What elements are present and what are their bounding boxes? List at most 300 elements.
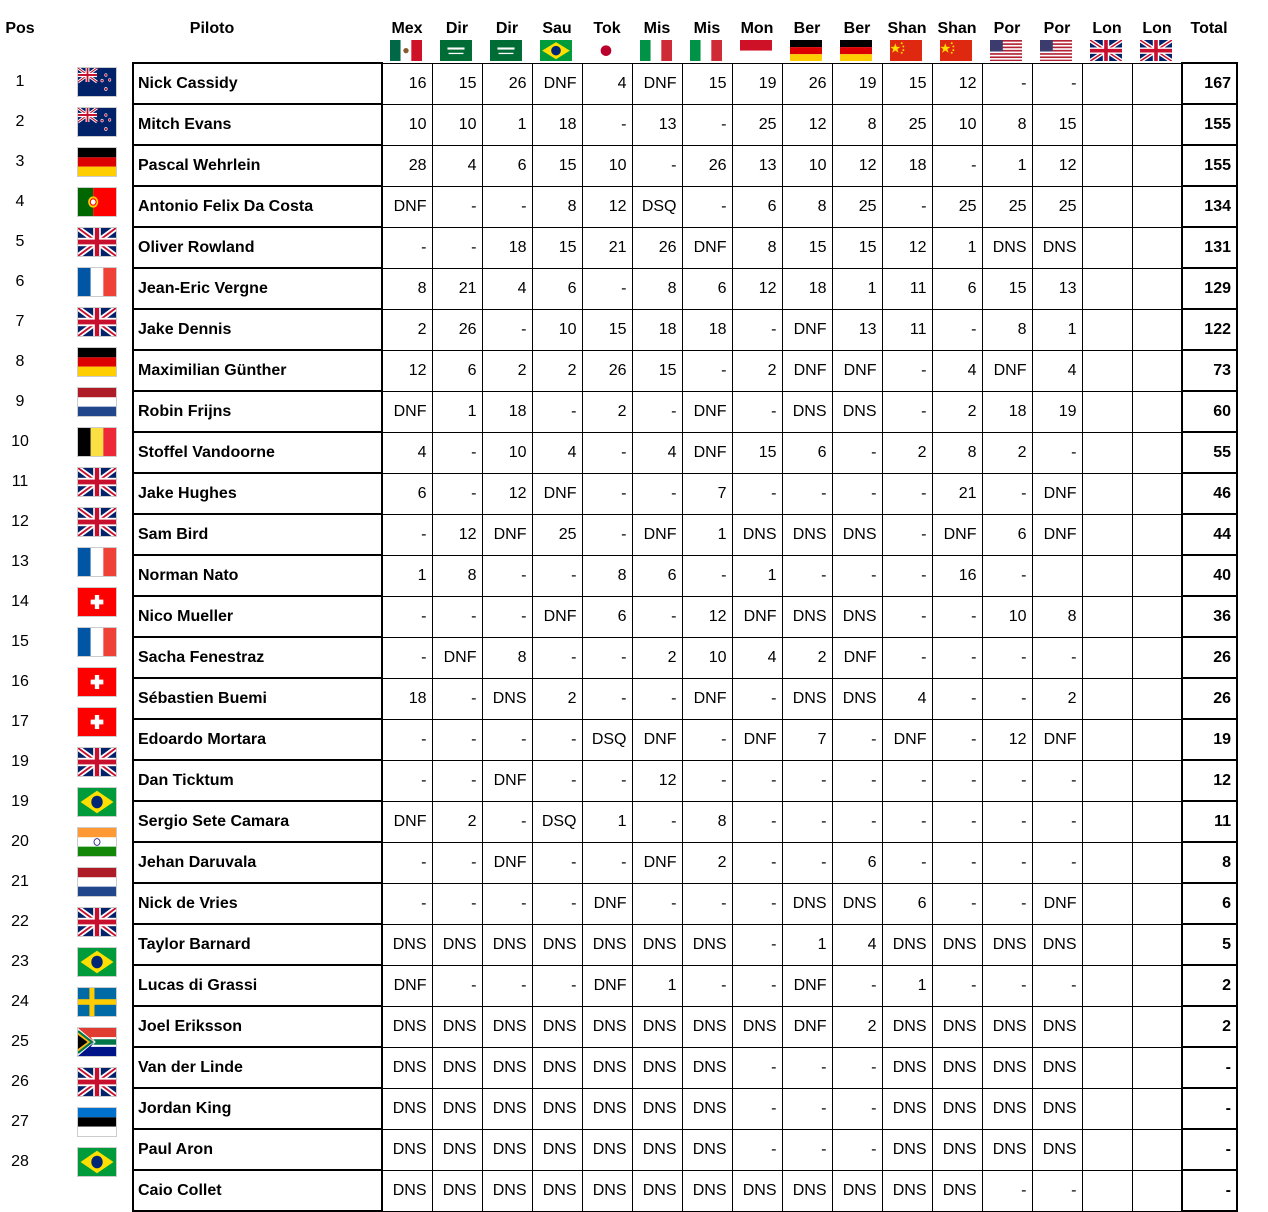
- total-points: 11: [1182, 801, 1237, 842]
- race-result-cell: DNS: [1032, 1088, 1082, 1129]
- race-result-cell: -: [782, 1047, 832, 1088]
- position-number: 23: [11, 953, 29, 970]
- race-result-cell: -: [682, 760, 732, 801]
- race-result-cell: 1: [732, 555, 782, 596]
- race-result-cell: DNS: [532, 1088, 582, 1129]
- race-result-cell: DNS: [782, 883, 832, 924]
- race-result-cell: [1082, 1129, 1132, 1170]
- race-result-cell: [1082, 555, 1132, 596]
- race-result-cell: [1082, 1088, 1132, 1129]
- total-points: 19: [1182, 719, 1237, 760]
- race-result-cell: 12: [432, 514, 482, 555]
- race-result-cell: 10: [982, 596, 1032, 637]
- driver-name: Joel Eriksson: [133, 1006, 382, 1047]
- table-row: [133, 596, 1237, 637]
- race-result-cell: DNF: [382, 801, 432, 842]
- race-result-cell: DNF: [582, 883, 632, 924]
- race-result-cell: -: [832, 1047, 882, 1088]
- race-result-cell: DNF: [482, 760, 532, 801]
- race-result-cell: DNS: [882, 1088, 932, 1129]
- table-row: [133, 924, 1237, 965]
- position-number: 26: [11, 1073, 29, 1090]
- race-result-cell: DNS: [532, 1006, 582, 1047]
- race-result-cell: DNS: [432, 1047, 482, 1088]
- race-result-cell: DNF: [732, 719, 782, 760]
- race-result-cell: [1132, 842, 1182, 883]
- race-result-cell: DNF: [1032, 883, 1082, 924]
- race-result-cell: DNS: [832, 678, 882, 719]
- race-result-cell: 1: [832, 268, 882, 309]
- race-result-cell: [1132, 432, 1182, 473]
- table-row: [133, 350, 1237, 391]
- race-result-cell: DNS: [482, 1129, 532, 1170]
- race-result-cell: [1132, 719, 1182, 760]
- race-result-cell: -: [432, 186, 482, 227]
- position-number: 17: [11, 713, 29, 730]
- race-result-cell: DNS: [832, 1170, 882, 1211]
- france-flag-icon: [77, 627, 117, 657]
- race-result-cell: -: [932, 637, 982, 678]
- position-number: 6: [15, 273, 25, 290]
- race-result-cell: DNF: [1032, 719, 1082, 760]
- race-result-cell: -: [532, 760, 582, 801]
- race-result-cell: 4: [382, 432, 432, 473]
- race-result-cell: [1082, 801, 1132, 842]
- race-result-cell: -: [732, 1129, 782, 1170]
- race-result-cell: DNF: [832, 350, 882, 391]
- race-result-cell: 2: [432, 801, 482, 842]
- race-result-cell: -: [682, 104, 732, 145]
- race-result-cell: DNF: [782, 309, 832, 350]
- race-result-cell: DSQ: [632, 186, 682, 227]
- race-result-cell: -: [632, 145, 682, 186]
- race-result-cell: DNS: [382, 1088, 432, 1129]
- race-result-cell: -: [432, 842, 482, 883]
- race-result-cell: 15: [782, 227, 832, 268]
- race-result-cell: DNS: [1032, 1006, 1082, 1047]
- race-result-cell: -: [732, 801, 782, 842]
- race-result-cell: -: [482, 965, 532, 1006]
- race-result-cell: 10: [682, 637, 732, 678]
- race-result-cell: -: [682, 883, 732, 924]
- race-result-cell: DNS: [1032, 1047, 1082, 1088]
- race-result-cell: 1: [582, 801, 632, 842]
- race-result-cell: 15: [882, 63, 932, 104]
- total-points: -: [1182, 1170, 1237, 1211]
- race-result-cell: DNS: [682, 1129, 732, 1170]
- race-result-cell: 26: [632, 227, 682, 268]
- race-result-cell: 13: [1032, 268, 1082, 309]
- total-points: 44: [1182, 514, 1237, 555]
- driver-name: Nick de Vries: [133, 883, 382, 924]
- race-result-cell: -: [382, 514, 432, 555]
- uk-flag-icon: [77, 907, 117, 937]
- table-row: [133, 678, 1237, 719]
- race-result-cell: -: [532, 842, 582, 883]
- total-points: 40: [1182, 555, 1237, 596]
- race-result-cell: -: [782, 842, 832, 883]
- race-result-cell: DNF: [482, 514, 532, 555]
- race-result-cell: -: [382, 596, 432, 637]
- race-result-cell: DNF: [682, 391, 732, 432]
- race-result-cell: DNS: [932, 1170, 982, 1211]
- race-result-cell: 26: [682, 145, 732, 186]
- netherlands-flag-icon: [77, 867, 117, 897]
- race-result-cell: -: [832, 965, 882, 1006]
- driver-name: Jean-Eric Vergne: [133, 268, 382, 309]
- position-number: 21: [11, 873, 29, 890]
- race-result-cell: -: [432, 883, 482, 924]
- table-row: [133, 432, 1237, 473]
- saudi-flag-icon: [490, 40, 522, 59]
- race-result-cell: -: [882, 350, 932, 391]
- race-result-cell: DNS: [682, 1006, 732, 1047]
- driver-name: Maximilian Günther: [133, 350, 382, 391]
- uk-flag-icon: [77, 307, 117, 337]
- race-result-cell: -: [582, 760, 632, 801]
- race-result-cell: -: [732, 1047, 782, 1088]
- race-result-cell: [1082, 1170, 1132, 1211]
- race-result-cell: -: [782, 1129, 832, 1170]
- estonia-flag-icon: [77, 1107, 117, 1137]
- race-result-cell: 6: [432, 350, 482, 391]
- race-result-cell: -: [982, 883, 1032, 924]
- race-result-cell: [1132, 268, 1182, 309]
- race-result-cell: -: [1032, 760, 1082, 801]
- total-points: 155: [1182, 145, 1237, 186]
- race-result-cell: DNS: [432, 1129, 482, 1170]
- race-result-cell: [1132, 883, 1182, 924]
- race-result-cell: DNS: [882, 1170, 932, 1211]
- race-result-cell: DNS: [682, 924, 732, 965]
- race-result-cell: 6: [732, 186, 782, 227]
- race-result-cell: 8: [632, 268, 682, 309]
- race-result-cell: 21: [932, 473, 982, 514]
- race-result-cell: -: [532, 555, 582, 596]
- race-result-cell: [1082, 186, 1132, 227]
- race-result-cell: 8: [682, 801, 732, 842]
- race-result-cell: [1082, 883, 1132, 924]
- race-result-cell: -: [832, 432, 882, 473]
- driver-name: Sacha Fenestraz: [133, 637, 382, 678]
- header-round-13: Por: [993, 20, 1021, 37]
- race-result-cell: -: [882, 842, 932, 883]
- table-row: [133, 637, 1237, 678]
- position-number: 11: [11, 473, 29, 490]
- race-result-cell: -: [582, 842, 632, 883]
- total-points: 6: [1182, 883, 1237, 924]
- uk-flag-icon: [77, 467, 117, 497]
- race-result-cell: 2: [382, 309, 432, 350]
- race-result-cell: DNF: [682, 227, 732, 268]
- race-result-cell: DSQ: [532, 801, 582, 842]
- table-row: [133, 1088, 1237, 1129]
- position-number: 7: [15, 313, 25, 330]
- brazil-flag-icon: [77, 787, 117, 817]
- race-result-cell: DNF: [682, 678, 732, 719]
- race-result-cell: 15: [432, 63, 482, 104]
- race-result-cell: DNF: [582, 965, 632, 1006]
- race-result-cell: DNS: [432, 1088, 482, 1129]
- race-result-cell: -: [882, 596, 932, 637]
- race-result-cell: DNS: [432, 1170, 482, 1211]
- race-result-cell: -: [932, 145, 982, 186]
- race-result-cell: 18: [682, 309, 732, 350]
- race-result-cell: -: [532, 719, 582, 760]
- race-result-cell: DNS: [782, 1170, 832, 1211]
- race-result-cell: DNS: [932, 1006, 982, 1047]
- nz-flag-icon: [77, 107, 117, 137]
- race-result-cell: 13: [832, 309, 882, 350]
- germany-flag-icon: [790, 40, 822, 59]
- race-result-cell: 2: [532, 350, 582, 391]
- india-flag-icon: [77, 827, 117, 857]
- race-result-cell: -: [632, 391, 682, 432]
- position-number: 12: [11, 513, 29, 530]
- race-result-cell: 21: [582, 227, 632, 268]
- position-number: 19: [11, 753, 29, 770]
- race-result-cell: DNF: [382, 965, 432, 1006]
- race-result-cell: 2: [832, 1006, 882, 1047]
- usa-flag-icon: [1040, 40, 1072, 59]
- race-result-cell: DNS: [632, 1088, 682, 1129]
- race-result-cell: 10: [532, 309, 582, 350]
- race-result-cell: 13: [732, 145, 782, 186]
- race-result-cell: -: [882, 473, 932, 514]
- race-result-cell: [1082, 145, 1132, 186]
- race-result-cell: -: [732, 842, 782, 883]
- race-result-cell: 18: [532, 104, 582, 145]
- race-result-cell: 16: [382, 63, 432, 104]
- race-result-cell: -: [682, 186, 732, 227]
- driver-name: Oliver Rowland: [133, 227, 382, 268]
- header-round-6: Mis: [643, 20, 671, 37]
- race-result-cell: -: [732, 391, 782, 432]
- header-round-4: Sau: [542, 20, 572, 37]
- race-result-cell: -: [382, 719, 432, 760]
- race-result-cell: DNS: [482, 1006, 532, 1047]
- position-number: 8: [15, 353, 25, 370]
- race-result-cell: 11: [882, 309, 932, 350]
- race-result-cell: 1: [1032, 309, 1082, 350]
- race-result-cell: [1132, 678, 1182, 719]
- table-row: [133, 104, 1237, 145]
- race-result-cell: 8: [582, 555, 632, 596]
- table-row: [133, 145, 1237, 186]
- race-result-cell: [1132, 801, 1182, 842]
- race-result-cell: 8: [982, 309, 1032, 350]
- race-result-cell: DNS: [782, 678, 832, 719]
- position-number: 4: [15, 193, 25, 210]
- race-result-cell: DNS: [682, 1088, 732, 1129]
- race-result-cell: -: [932, 883, 982, 924]
- race-result-cell: 10: [782, 145, 832, 186]
- driver-name: Mitch Evans: [133, 104, 382, 145]
- position-number: 24: [11, 993, 29, 1010]
- uk-flag-icon: [77, 1067, 117, 1097]
- table-row: [133, 391, 1237, 432]
- race-result-cell: 2: [982, 432, 1032, 473]
- driver-name: Jake Hughes: [133, 473, 382, 514]
- race-result-cell: [1132, 309, 1182, 350]
- race-result-cell: 18: [782, 268, 832, 309]
- race-result-cell: [1132, 63, 1182, 104]
- race-result-cell: 15: [682, 63, 732, 104]
- race-result-cell: 15: [1032, 104, 1082, 145]
- total-points: 26: [1182, 678, 1237, 719]
- race-result-cell: DNS: [532, 924, 582, 965]
- race-result-cell: DNS: [932, 1088, 982, 1129]
- driver-name: Taylor Barnard: [133, 924, 382, 965]
- france-flag-icon: [77, 267, 117, 297]
- race-result-cell: -: [582, 678, 632, 719]
- driver-name: Sergio Sete Camara: [133, 801, 382, 842]
- brazil-flag-icon: [77, 947, 117, 977]
- race-result-cell: [1082, 227, 1132, 268]
- race-result-cell: -: [582, 514, 632, 555]
- race-result-cell: 7: [782, 719, 832, 760]
- brazil-flag-icon: [77, 1147, 117, 1177]
- race-result-cell: 1: [932, 227, 982, 268]
- race-result-cell: -: [832, 760, 882, 801]
- header-round-15: Lon: [1092, 20, 1122, 37]
- race-result-cell: -: [782, 555, 832, 596]
- race-result-cell: [1132, 1088, 1182, 1129]
- race-result-cell: DNF: [632, 719, 682, 760]
- race-result-cell: -: [582, 637, 632, 678]
- italy-flag-icon: [690, 40, 722, 59]
- position-number: 3: [15, 153, 25, 170]
- race-result-cell: DNS: [732, 1006, 782, 1047]
- race-result-cell: 12: [1032, 145, 1082, 186]
- race-result-cell: -: [932, 760, 982, 801]
- race-result-cell: DNF: [982, 350, 1032, 391]
- race-result-cell: 8: [782, 186, 832, 227]
- race-result-cell: -: [532, 965, 582, 1006]
- race-result-cell: 8: [432, 555, 482, 596]
- race-result-cell: DNS: [432, 924, 482, 965]
- race-result-cell: 6: [832, 842, 882, 883]
- race-result-cell: 6: [482, 145, 532, 186]
- race-result-cell: DNS: [1032, 227, 1082, 268]
- uk-flag-icon: [77, 227, 117, 257]
- position-number: 19: [11, 793, 29, 810]
- race-result-cell: [1132, 1047, 1182, 1088]
- driver-name: Robin Frijns: [133, 391, 382, 432]
- race-result-cell: DNS: [632, 1170, 682, 1211]
- race-result-cell: [1082, 104, 1132, 145]
- race-result-cell: DNS: [632, 1047, 682, 1088]
- total-points: 60: [1182, 391, 1237, 432]
- race-result-cell: -: [882, 391, 932, 432]
- race-result-cell: [1082, 268, 1132, 309]
- race-result-cell: 4: [932, 350, 982, 391]
- driver-name: Lucas di Grassi: [133, 965, 382, 1006]
- race-result-cell: -: [1032, 842, 1082, 883]
- race-result-cell: 19: [1032, 391, 1082, 432]
- race-result-cell: [1082, 719, 1132, 760]
- race-result-cell: DNS: [982, 1129, 1032, 1170]
- race-result-cell: -: [532, 637, 582, 678]
- header-pos: Pos: [5, 20, 35, 37]
- race-result-cell: 1: [382, 555, 432, 596]
- race-result-cell: [1132, 1006, 1182, 1047]
- brazil-flag-icon: [540, 40, 572, 59]
- header-driver: Piloto: [189, 20, 235, 37]
- total-points: -: [1182, 1047, 1237, 1088]
- race-result-cell: DNS: [782, 514, 832, 555]
- table-row: [133, 1170, 1237, 1211]
- race-result-cell: 4: [432, 145, 482, 186]
- race-result-cell: DNS: [432, 1006, 482, 1047]
- total-points: 8: [1182, 842, 1237, 883]
- race-result-cell: 4: [532, 432, 582, 473]
- race-result-cell: -: [632, 883, 682, 924]
- race-result-cell: [1132, 1170, 1182, 1211]
- race-result-cell: -: [882, 555, 932, 596]
- race-result-cell: 11: [882, 268, 932, 309]
- race-result-cell: [1082, 63, 1132, 104]
- header-round-2: Dir: [445, 20, 469, 37]
- race-result-cell: DNF: [782, 965, 832, 1006]
- race-result-cell: DNS: [582, 1006, 632, 1047]
- total-points: 129: [1182, 268, 1237, 309]
- table-row: [133, 1047, 1237, 1088]
- china-flag-icon: [890, 40, 922, 59]
- race-result-cell: DNS: [532, 1129, 582, 1170]
- race-result-cell: -: [582, 104, 632, 145]
- table-row: [133, 719, 1237, 760]
- table-row: [133, 760, 1237, 801]
- race-result-cell: [1132, 104, 1182, 145]
- table-row: [133, 473, 1237, 514]
- race-result-cell: 10: [382, 104, 432, 145]
- race-result-cell: 25: [882, 104, 932, 145]
- race-result-cell: -: [982, 637, 1032, 678]
- race-result-cell: DNS: [582, 1088, 632, 1129]
- total-points: -: [1182, 1129, 1237, 1170]
- race-result-cell: 4: [482, 268, 532, 309]
- race-result-cell: 15: [582, 309, 632, 350]
- race-result-cell: -: [1032, 965, 1082, 1006]
- race-result-cell: 1: [632, 965, 682, 1006]
- race-result-cell: [1082, 678, 1132, 719]
- race-result-cell: -: [582, 473, 632, 514]
- race-result-cell: DNS: [982, 1047, 1032, 1088]
- race-result-cell: -: [682, 555, 732, 596]
- driver-name: Pascal Wehrlein: [133, 145, 382, 186]
- race-result-cell: -: [782, 473, 832, 514]
- race-result-cell: [1132, 391, 1182, 432]
- race-result-cell: [1082, 473, 1132, 514]
- race-result-cell: 8: [732, 227, 782, 268]
- race-result-cell: [1082, 1047, 1132, 1088]
- race-result-cell: DNF: [782, 1006, 832, 1047]
- race-result-cell: 6: [582, 596, 632, 637]
- race-result-cell: [1082, 514, 1132, 555]
- race-result-cell: 8: [482, 637, 532, 678]
- race-result-cell: DNF: [682, 432, 732, 473]
- race-result-cell: DNS: [582, 1047, 632, 1088]
- total-points: 134: [1182, 186, 1237, 227]
- total-points: 46: [1182, 473, 1237, 514]
- race-result-cell: -: [982, 842, 1032, 883]
- race-result-cell: DNF: [732, 596, 782, 637]
- driver-name: Sam Bird: [133, 514, 382, 555]
- race-result-cell: DNS: [632, 924, 682, 965]
- race-result-cell: 18: [482, 227, 532, 268]
- germany-flag-icon: [77, 147, 117, 177]
